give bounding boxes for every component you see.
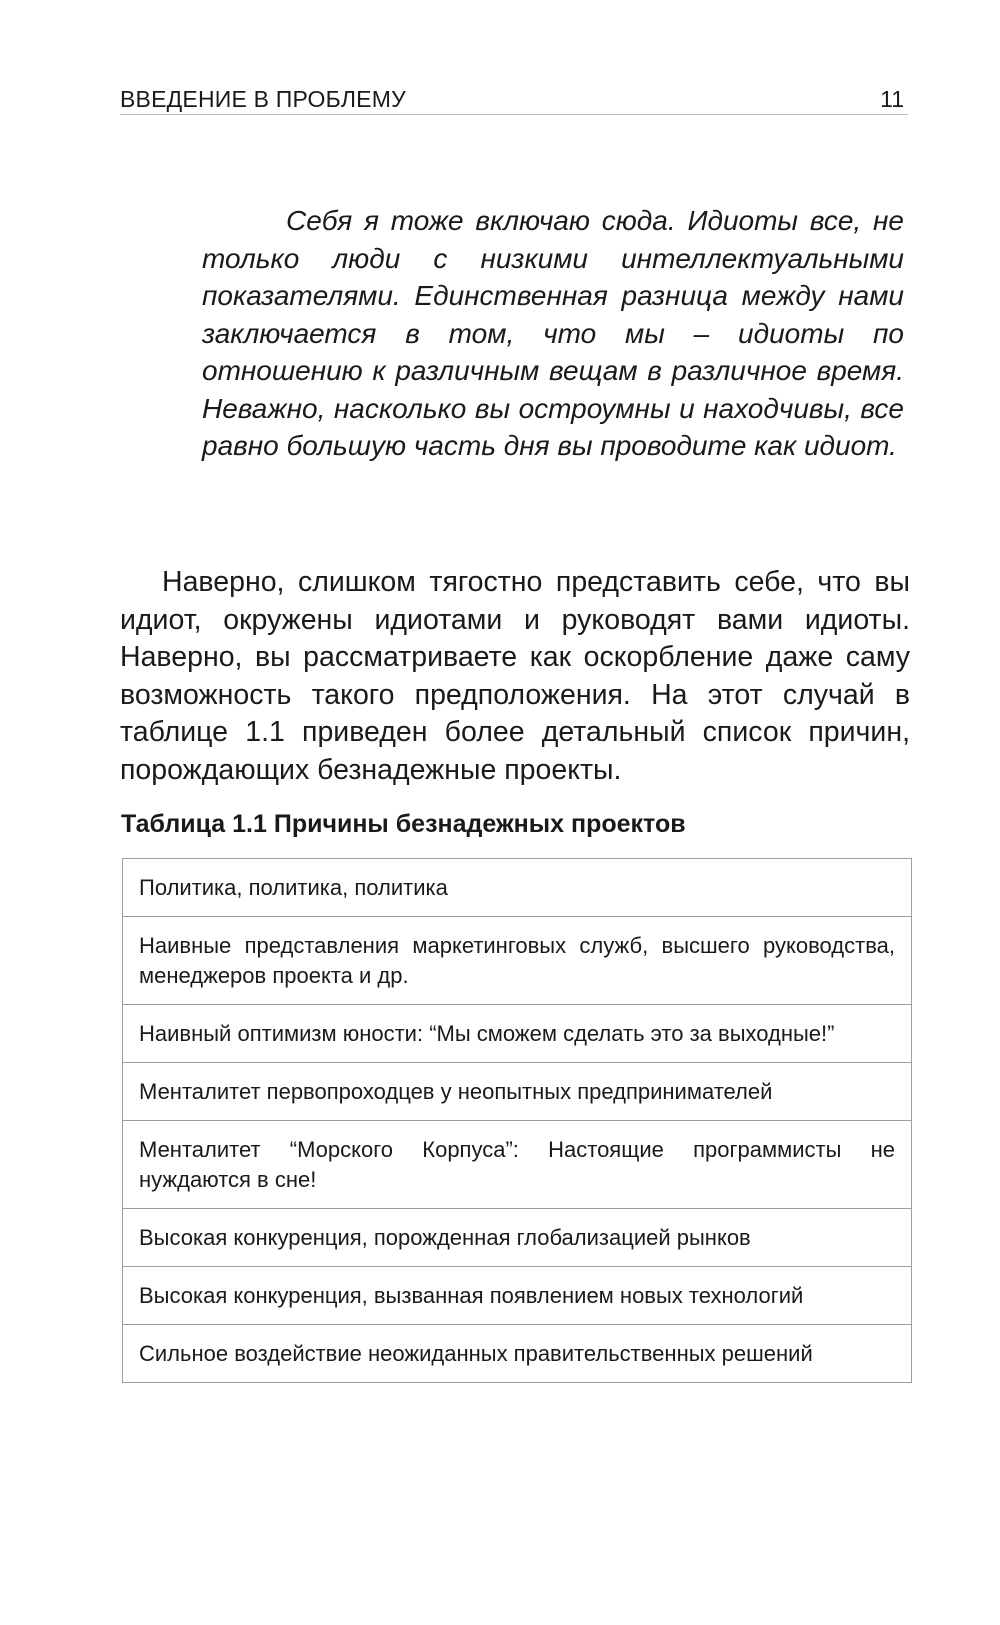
table-cell: Менталитет “Морского Корпуса”: Настоящие программисты не нуждаются в сне! — [123, 1121, 912, 1209]
table-row — [123, 917, 912, 1005]
body-paragraph: Наверно, слишком тягостно представить себе, что вы идиот, окружены идиотами и руководят вами идиоты. Наверно, вы рассматриваете как оскорбление даже саму возможность такого предположения. На этот случай в таблице 1.1 приведен более детальный список причин, порождающих безнадежные проекты. — [120, 566, 910, 786]
table-cell: Наивный оптимизм юности: “Мы сможем сделать это за выходные!” — [123, 1005, 912, 1063]
table-row — [123, 1267, 912, 1325]
table-cell: Наивные представления маркетинговых служб, высшего руководства, менеджеров проекта и др. — [123, 917, 912, 1005]
table-row — [123, 859, 912, 917]
page-number: 11 — [880, 86, 904, 112]
table-cell: Высокая конкуренция, порожденная глобализацией рынков — [123, 1209, 912, 1267]
epigraph-quote: Себя я тоже включаю сюда. Идиоты все, не только люди с низкими интеллектуальными показателями. Единственная разница между нами заключается в том, что мы – идиоты по отношению к различным вещам в различное время. Неважно, насколько вы остроумны и находчивы, все равно большую часть дня вы проводите как идиот. — [202, 205, 904, 461]
running-title: ВВЕДЕНИЕ В ПРОБЛЕМУ — [120, 86, 406, 112]
table-row — [123, 1005, 912, 1063]
table-row — [123, 1209, 912, 1267]
table-row — [123, 1063, 912, 1121]
reasons-table — [122, 858, 912, 1383]
table-cell: Высокая конкуренция, вызванная появлением новых технологий — [123, 1267, 912, 1325]
table-caption: Таблица 1.1 Причины безнадежных проектов — [121, 810, 686, 838]
table-cell: Менталитет первопроходцев у неопытных предпринимателей — [123, 1063, 912, 1121]
table-cell: Политика, политика, политика — [139, 875, 448, 900]
running-header — [120, 80, 908, 115]
table-row — [123, 1121, 912, 1209]
table-cell: Сильное воздействие неожиданных правительственных решений — [123, 1325, 912, 1383]
table-row — [123, 1325, 912, 1383]
